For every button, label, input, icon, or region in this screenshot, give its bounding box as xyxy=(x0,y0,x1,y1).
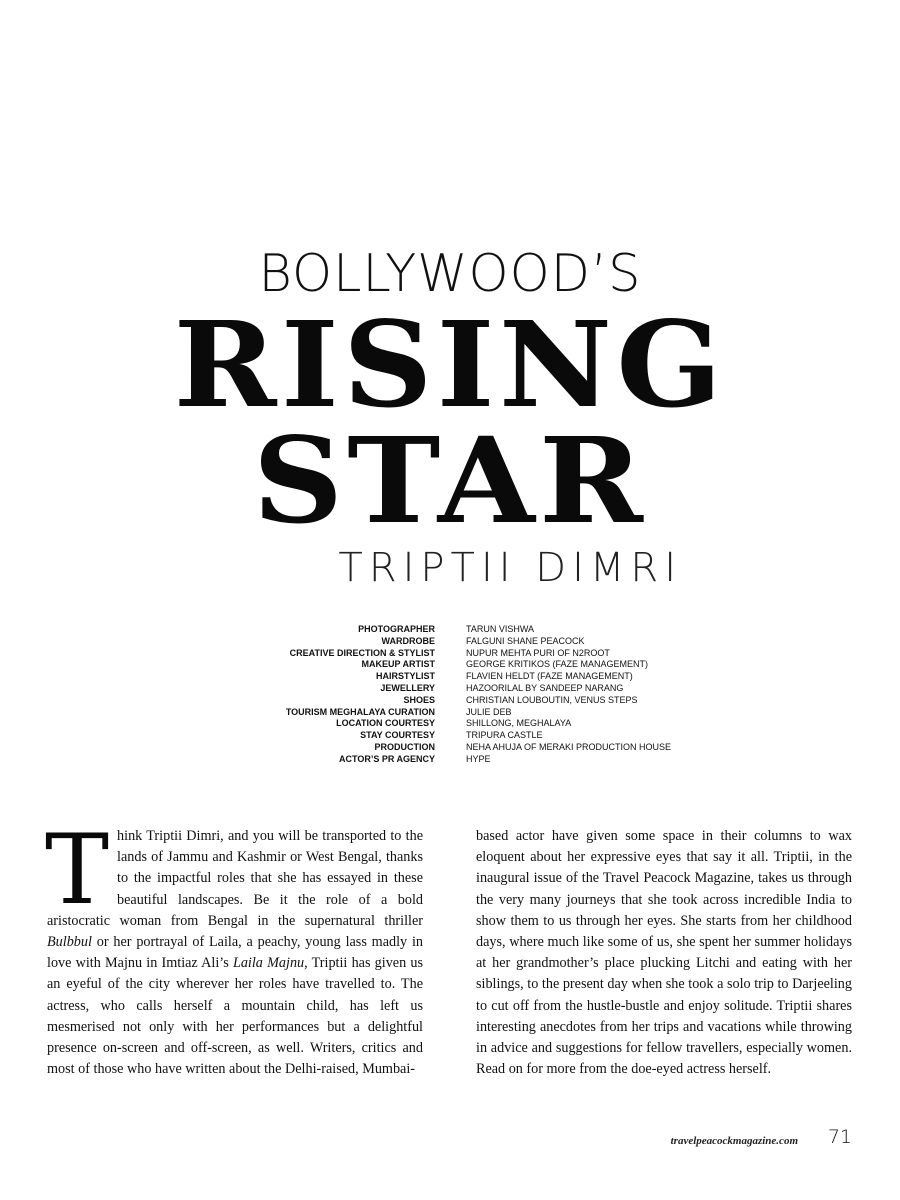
footer-website: travelpeacockmagazine.com xyxy=(670,1135,798,1147)
credit-row xyxy=(0,730,900,742)
article-paragraph-right: based actor have given some space in their columns to wax eloquent about her expressive eyes that say it all. Triptii, in the inaugural issue of the Travel Peacock Magazine, takes us through the very many journeys that she took across incredible India to show them to us through her eyes. She starts from her childhood days, where much like some of us, she spent her summer holidays at her grandmother’s place plucking Litchi and eating with her siblings, to the present day when she took a solo trip to Darjeeling to cut off from the hustle-bustle and enjoy solitude. Triptii shares interesting anecdotes from her trips and vacations while throwing in advice and suggestions for fellow travellers, especially women. Read on for more from the doe-eyed actress herself. xyxy=(476,828,852,1078)
credit-role: HAIRSTYLIST xyxy=(375,671,435,682)
article-text: hink Triptii Dimri, and you will be transported to the lands of Jammu and Kashmir or West Bengal, thanks to the impactful roles that she has essayed in these beautiful landscapes. Be it the role of a bold aristocratic woman from Bengal in the supernatural thriller xyxy=(47,828,423,929)
subject-name: TRIPTII DIMRI xyxy=(338,545,682,591)
credit-name: FALGUNI SHANE PEACOCK xyxy=(466,635,585,646)
credit-role: JEWELLERY xyxy=(380,682,435,693)
credit-name: JULIE DEB xyxy=(466,706,512,717)
credit-row xyxy=(0,683,900,695)
film-title: Laila Majnu xyxy=(232,955,305,972)
credit-name: GEORGE KRITIKOS (FAZE MANAGEMENT) xyxy=(466,659,649,670)
article-column-right xyxy=(476,826,852,1080)
credit-row xyxy=(0,742,900,754)
headline-star: STAR xyxy=(252,411,648,550)
film-title: Bulbbul xyxy=(47,934,92,951)
credit-name: SHILLONG, MEGHALAYA xyxy=(466,718,572,729)
article-column-left xyxy=(45,814,423,1080)
credit-role: LOCATION COURTESY xyxy=(336,718,435,729)
credit-name: NEHA AHUJA OF MERAKI PRODUCTION HOUSE xyxy=(466,741,672,752)
credit-name: HAZOORILAL BY SANDEEP NARANG xyxy=(466,682,624,693)
credit-row xyxy=(0,648,900,660)
article-paragraph-left xyxy=(45,814,423,1080)
credit-role: STAY COURTESY xyxy=(360,730,435,741)
credit-role: CREATIVE DIRECTION & STYLIST xyxy=(289,647,435,658)
credit-row xyxy=(0,636,900,648)
credit-name: TRIPURA CASTLE xyxy=(466,730,543,741)
article-text: or her portrayal of Laila, a peachy, young lass madly in love with Majnu in Imtiaz Ali’s xyxy=(47,934,423,972)
credit-role: SHOES xyxy=(403,694,435,705)
credit-row xyxy=(0,624,900,636)
credit-role: WARDROBE xyxy=(381,635,435,646)
credit-row xyxy=(0,671,900,683)
credit-row xyxy=(0,718,900,730)
credit-row xyxy=(0,659,900,671)
credit-name: HYPE xyxy=(466,753,491,764)
credit-role: PRODUCTION xyxy=(374,741,435,752)
credits-list xyxy=(0,624,900,766)
credit-row xyxy=(0,695,900,707)
credit-name: NUPUR MEHTA PURI OF N2ROOT xyxy=(466,647,610,658)
headline-kicker: BOLLYWOOD’S xyxy=(258,244,642,304)
credit-role: ACTOR’S PR AGENCY xyxy=(338,753,435,764)
credit-name: CHRISTIAN LOUBOUTIN, VENUS STEPS xyxy=(466,694,638,705)
page-number: 71 xyxy=(827,1126,852,1148)
credit-role: PHOTOGRAPHER xyxy=(358,624,435,634)
article-text: , Triptii has given us an eyeful of the city wherever her roles have travelled to. The actress, who calls herself a mountain child, has left us mesmerised not only with her performances but a delightful presence on-screen and off-screen, as well. Writers, critics and most of those who have written about the Delhi-raised, Mumbai- xyxy=(47,955,423,1078)
credit-row xyxy=(0,754,900,766)
credit-name: FLAVIEN HELDT (FAZE MANAGEMENT) xyxy=(466,671,633,682)
credit-row xyxy=(0,707,900,719)
credit-role: MAKEUP ARTIST xyxy=(361,659,435,670)
credit-name: TARUN VISHWA xyxy=(466,624,535,634)
credit-role: TOURISM MEGHALAYA CURATION xyxy=(285,706,435,717)
headline-rising: RISING xyxy=(173,295,727,434)
drop-cap: T xyxy=(45,814,110,926)
